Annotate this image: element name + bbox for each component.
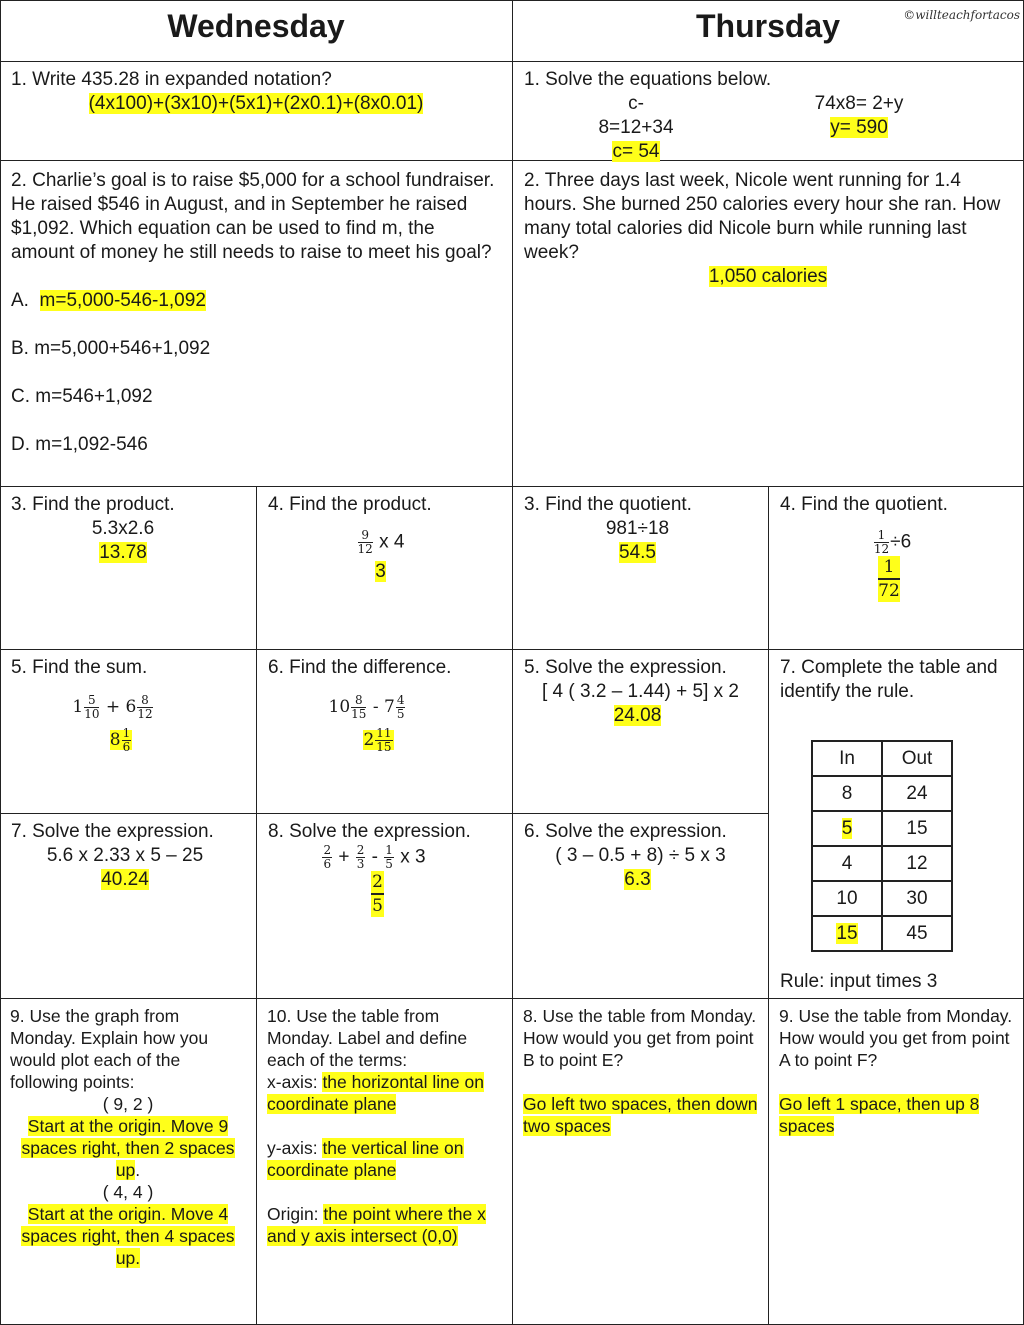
wed-q9-text: 9. Use the graph from Monday. Explain how you would plot each of the following points: (10, 1006, 209, 1092)
table-header-out: Out (882, 741, 952, 776)
wed-q1 (0, 62, 513, 161)
thu-q9 (769, 999, 1024, 1325)
copyright: ©willteachfortacos (903, 8, 1020, 22)
wed-q9-answer1: Start at the origin. Move 9 spaces right, then 2 spaces up. (21, 1116, 235, 1180)
wed-q2-option-a: A. m=5,000-546-1,092 (11, 290, 206, 311)
wed-q2-option-c: C. m=546+1,092 (11, 386, 153, 407)
wed-q8-expression: $\frac{2}{6}$ + $\frac{2}{3}$ - $\frac{1}{5}$ x 3 (323, 843, 426, 871)
wed-q4 (257, 487, 513, 650)
wed-q6-text: 6. Find the difference. (268, 657, 452, 678)
thu-q2-answer: 1,050 calories (708, 266, 828, 287)
wed-q2-option-d: D. m=1,092-546 (11, 434, 148, 455)
thu-q4 (769, 487, 1024, 650)
thu-q2 (513, 161, 1024, 487)
thu-q3-text: 3. Find the quotient. (524, 494, 692, 515)
wed-q1-answer: (4x100)+(3x10)+(5x1)+(2x0.1)+(8x0.01) (88, 93, 424, 114)
thu-q1-answer1: c= 54 (612, 141, 660, 162)
wed-q8 (257, 814, 513, 999)
wed-q9-point1: ( 9, 2 ) (102, 1094, 154, 1114)
wed-q8-answer: $\frac{2}{5}$ (372, 872, 383, 916)
wed-q8-text: 8. Solve the expression. (268, 821, 471, 842)
table-row: 8 24 (812, 776, 952, 811)
wed-q5-answer: 8 $\frac{1}{6}$ (109, 726, 131, 754)
thu-q6-expression: ( 3 – 0.5 + 8) ÷ 5 x 3 (555, 845, 726, 866)
thu-q5-expression: [ 4 ( 3.2 – 1.44) + 5] x 2 (542, 681, 739, 702)
wed-q9-point2: ( 4, 4 ) (102, 1182, 154, 1202)
wed-q3-expression: 5.3x2.6 (91, 518, 155, 539)
wed-q9-answer2: Start at the origin. Move 4 spaces right, then 4 spaces up. (21, 1204, 235, 1268)
thu-q4-text: 4. Find the quotient. (780, 494, 948, 515)
header-wednesday (0, 0, 513, 62)
thursday-title: Thursday (695, 8, 841, 44)
thu-q9-answer: Go left 1 space, then up 8 spaces (779, 1094, 980, 1136)
thu-q4-answer: $\frac{1}{72}$ (878, 557, 900, 601)
thu-q2-text: 2. Three days last week, Nicole went running for 1.4 hours. She burned 250 calories every hour she ran. How many total calories did Nicole burn while running last week? (524, 170, 1001, 263)
wed-q10-x-axis: x-axis: the horizontal line on coordinate plane (267, 1072, 484, 1114)
wed-q3 (0, 487, 257, 650)
thu-q7-text: 7. Complete the table and identify the rule. (780, 657, 998, 702)
wed-q4-answer: 3 (375, 561, 386, 582)
wed-q5 (0, 650, 257, 814)
thu-q3-answer: 54.5 (619, 542, 656, 563)
thu-q3-expression: 981÷18 (605, 518, 670, 539)
thu-q7-rule: Rule: input times 3 (780, 971, 938, 992)
in-out-table (811, 740, 953, 952)
thu-q3 (513, 487, 769, 650)
wed-q2 (0, 161, 513, 487)
thu-q5-answer: 24.08 (613, 705, 662, 726)
wed-q10-y-axis: y-axis: the vertical line on coordinate plane (267, 1138, 464, 1180)
wed-q7-answer: 40.24 (101, 869, 149, 890)
table-answer: 15 (836, 922, 858, 944)
thu-q8-answer: Go left two spaces, then down two spaces (523, 1094, 758, 1136)
wed-q9 (0, 999, 257, 1325)
thu-q6-text: 6. Solve the expression. (524, 821, 727, 842)
thu-q6-answer: 6.3 (624, 869, 651, 890)
wed-q7-expression: 5.6 x 2.33 x 5 – 25 (46, 845, 204, 866)
table-header-in: In (812, 741, 882, 776)
wed-q6 (257, 650, 513, 814)
wed-q6-expression: 10 $\frac{8}{15}$ - 7 $\frac{4}{5}$ (328, 693, 405, 721)
thu-q1-eq1: c-8=12+34 (598, 93, 674, 138)
wed-q2-text: 2. Charlie’s goal is to raise $5,000 for a school fundraiser. He raised $546 in August, and in September he raised $1,092. Which equation can be used to find m, the amount of money he still needs to raise to meet his goal? (11, 170, 495, 263)
thu-q6 (513, 814, 769, 999)
table-row: 15 45 (812, 916, 952, 951)
table-row: 5 15 (812, 811, 952, 846)
wed-q3-text: 3. Find the product. (11, 494, 175, 515)
wed-q2-answer: m=5,000-546-1,092 (39, 290, 206, 311)
wed-q1-text: 1. Write 435.28 in expanded notation? (11, 69, 332, 90)
thu-q8-text: 8. Use the table from Monday. How would you get from point B to point E? (523, 1006, 757, 1070)
wed-q4-expression: $\frac{9}{12}$ x 4 (357, 528, 405, 556)
thu-q5 (513, 650, 769, 814)
wed-q2-option-b: B. m=5,000+546+1,092 (11, 338, 211, 359)
table-answer: 5 (841, 817, 853, 839)
thu-q9-text: 9. Use the table from Monday. How would you get from point A to point F? (779, 1006, 1013, 1070)
thu-q1-text: 1. Solve the equations below. (524, 69, 772, 90)
table-row: 10 30 (812, 881, 952, 916)
thu-q4-expression: $\frac{1}{12}$ ÷6 (873, 528, 912, 556)
wed-q5-text: 5. Find the sum. (11, 657, 148, 678)
wed-q4-text: 4. Find the product. (268, 494, 432, 515)
wed-q7-text: 7. Solve the expression. (11, 821, 214, 842)
thu-q8 (513, 999, 769, 1325)
thu-q1-eq2: 74x8= 2+y (814, 93, 904, 114)
thu-q5-text: 5. Solve the expression. (524, 657, 727, 678)
wed-q3-answer: 13.78 (99, 542, 147, 563)
wed-q7 (0, 814, 257, 999)
wed-q10-text: 10. Use the table from Monday. Label and define each of the terms: (267, 1006, 468, 1070)
wed-q6-answer: 2 $\frac{11}{15}$ (363, 726, 392, 754)
thu-q1 (513, 62, 1024, 161)
wed-q5-expression: 1 $\frac{5}{10}$ + 6 $\frac{8}{12}$ (72, 693, 153, 721)
thu-q1-answer2: y= 590 (830, 117, 888, 138)
table-row: 4 12 (812, 846, 952, 881)
wednesday-title: Wednesday (167, 8, 345, 44)
wed-q10-origin: Origin: the point where the x and y axis intersect (0,0) (267, 1204, 486, 1246)
wed-q10 (257, 999, 513, 1325)
